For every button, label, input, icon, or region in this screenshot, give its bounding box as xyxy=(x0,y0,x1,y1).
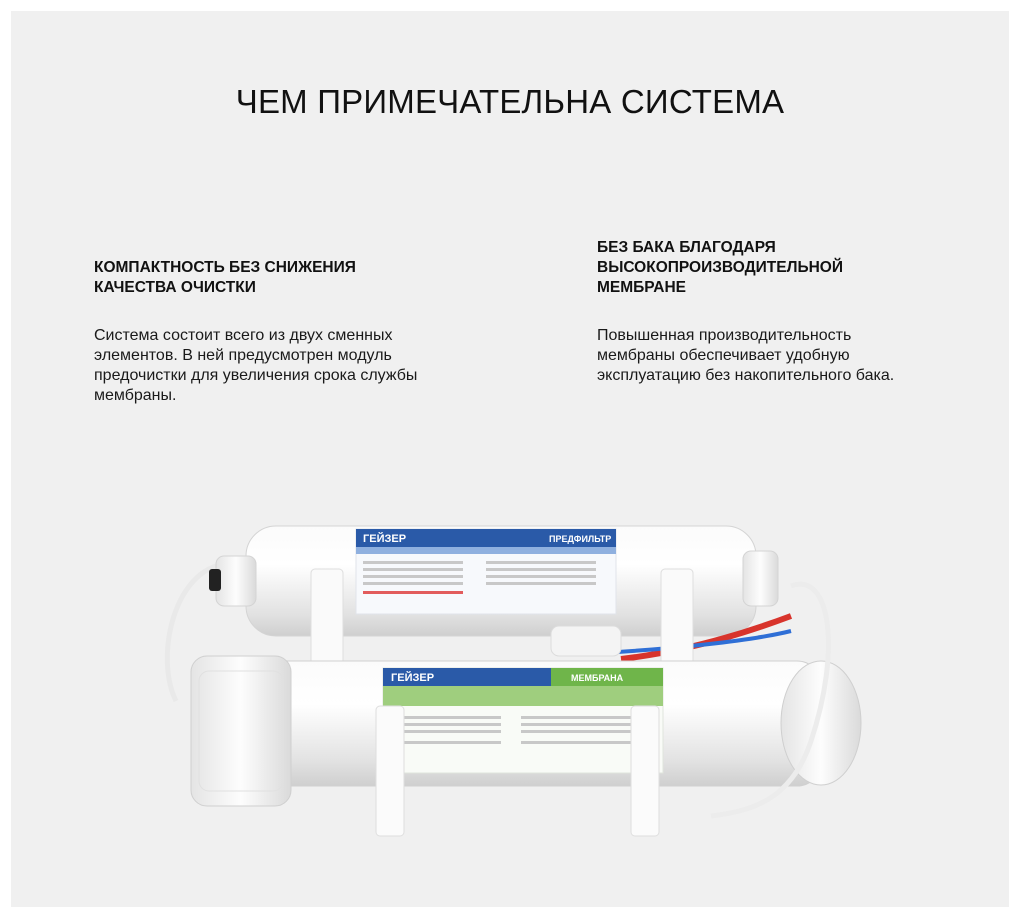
page-title: ЧЕМ ПРИМЕЧАТЕЛЬНА СИСТЕМА xyxy=(235,83,785,120)
prefilter-name: ПРЕДФИЛЬТР xyxy=(549,534,612,544)
feature-heading xyxy=(94,258,454,298)
feature-heading-line: КОМПАКТНОСТЬ БЕЗ СНИЖЕНИЯ xyxy=(94,259,356,276)
feature-compactness xyxy=(94,258,454,406)
prefilter-brand: ГЕЙЗЕР xyxy=(363,533,407,545)
membrane-brand: ГЕЙЗЕР xyxy=(391,672,435,684)
membrane-name: МЕМБРАНА xyxy=(571,673,624,683)
feature-heading-line: ВЫСОКОПРОИЗВОДИТЕЛЬНОЙ xyxy=(597,259,843,276)
content-card xyxy=(11,11,1009,907)
feature-text: Система состоит всего из двух сменных элементов. В ней предусмотрен модуль предочистки для увеличения срока службы мембраны. xyxy=(94,327,418,404)
feature-heading-line: БЕЗ БАКА БЛАГОДАРЯ xyxy=(597,239,776,256)
feature-text: Повышенная производительность мембраны обеспечивает удобную эксплуатацию без накопительного бака. xyxy=(597,327,895,384)
feature-heading-line: МЕМБРАНЕ xyxy=(597,279,687,296)
feature-heading xyxy=(597,238,937,298)
feature-heading-line: КАЧЕСТВА ОЧИСТКИ xyxy=(94,279,256,296)
feature-no-tank xyxy=(597,238,937,386)
filter-system-image xyxy=(151,511,871,841)
membrane-cartridge xyxy=(191,656,861,806)
